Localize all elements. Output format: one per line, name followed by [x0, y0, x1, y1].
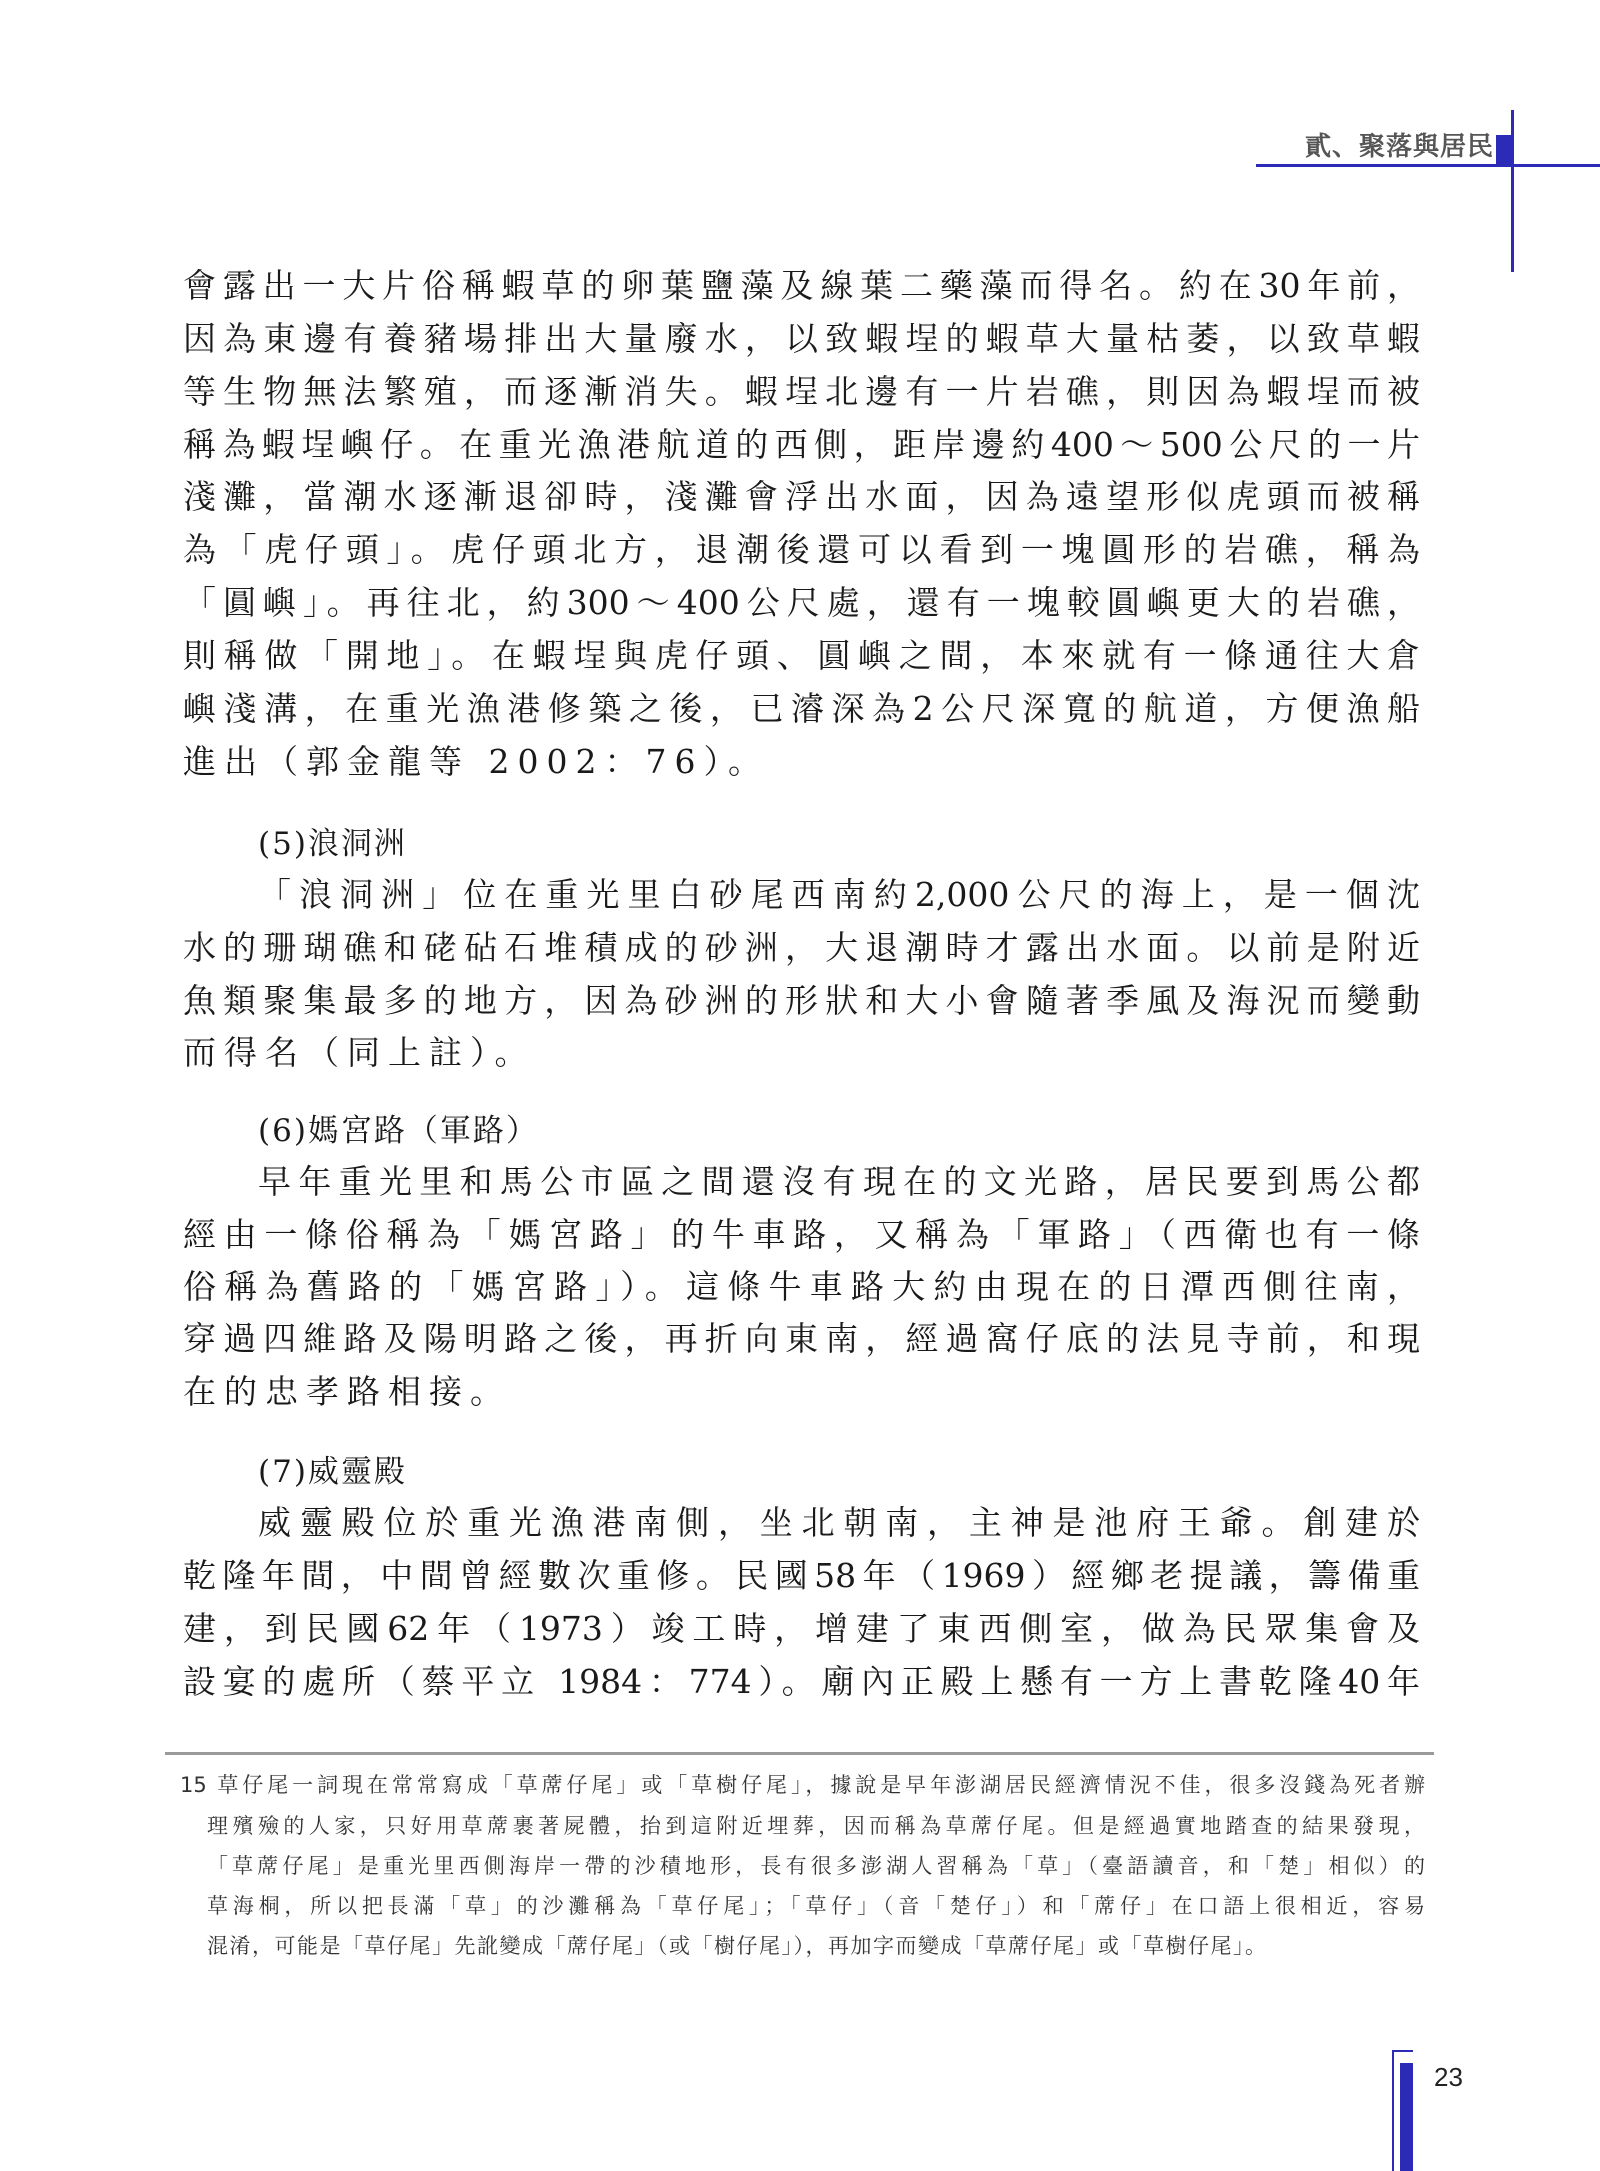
header-marker-block — [1496, 135, 1513, 165]
section-heading: (6)媽宮路（軍路） — [258, 1113, 539, 1149]
page-number: 23 — [1434, 2062, 1463, 2092]
text-line: 而得名（同上註）。 — [183, 1033, 536, 1072]
section-heading: (7)威靈殿 — [258, 1454, 407, 1490]
text-line: 魚類聚集最多的地方，因為砂洲的形狀和大小會隨著季風及海況而變動 — [183, 981, 1420, 1020]
footnote-line: 理殯殮的人家，只好用草蓆裹著屍體，抬到這附近埋葬，因而稱為草蓆仔尾。但是經過實地踏查的結果發現， — [207, 1814, 1425, 1838]
text-line: 會露出一大片俗稱蝦草的卵葉鹽藻及線葉二藥藻而得名。約在30年前， — [183, 266, 1420, 305]
text-line: 稱為蝦埕嶼仔。在重光漁港航道的西側，距岸邊約400～500公尺的一片 — [183, 425, 1420, 464]
footnote-line: 混淆，可能是「草仔尾」先訛變成「蓆仔尾」（或「樹仔尾」），再加字而變成「草蓆仔尾」或「草樹仔尾」。 — [207, 1934, 1268, 1958]
text-line: 水的珊瑚礁和硓砧石堆積成的砂洲，大退潮時才露出水面。以前是附近 — [183, 928, 1420, 967]
text-line: 淺灘，當潮水逐漸退卻時，淺灘會浮出水面，因為遠望形似虎頭而被稱 — [183, 477, 1420, 516]
text-line: 因為東邊有養豬場排出大量廢水，以致蝦埕的蝦草大量枯萎，以致草蝦 — [183, 319, 1420, 358]
section-heading: (5)浪洞洲 — [258, 826, 407, 862]
chapter-title: 貳、聚落與居民 — [1304, 132, 1494, 162]
header-rule — [1256, 164, 1600, 167]
text-line: 設宴的處所（蔡平立 1984：774）。廟內正殿上懸有一方上書乾隆40年 — [183, 1662, 1420, 1701]
footnote-line: 草海桐，所以把長滿「草」的沙灘稱為「草仔尾」；「草仔」（音「楚仔」）和「蓆仔」在口語上很相近，容易 — [207, 1894, 1425, 1918]
text-line: 在的忠孝路相接。 — [183, 1372, 511, 1411]
text-line: 俗稱為舊路的「媽宮路」）。這條牛車路大約由現在的日潭西側往南， — [183, 1267, 1420, 1306]
footnote-divider — [165, 1752, 1434, 1755]
text-line: 威靈殿位於重光漁港南側，坐北朝南，主神是池府王爺。創建於 — [258, 1503, 1420, 1542]
text-line: 為「虎仔頭」。虎仔頭北方，退潮後還可以看到一塊圓形的岩礁，稱為 — [183, 530, 1420, 569]
page-number-frame-vertical — [1392, 2050, 1394, 2171]
page-number-frame-cap — [1392, 2050, 1413, 2052]
footnote-line: 15 草仔尾一詞現在常常寫成「草蓆仔尾」或「草樹仔尾」，據說是早年澎湖居民經濟情況不佳，很多沒錢為死者辦 — [180, 1773, 1425, 1797]
text-line: 穿過四維路及陽明路之後，再折向東南，經過窩仔底的法見寺前，和現 — [183, 1319, 1420, 1358]
text-line: 早年重光里和馬公市區之間還沒有現在的文光路，居民要到馬公都 — [258, 1162, 1420, 1201]
page-number-bar — [1400, 2063, 1413, 2171]
text-line: 建，到民國62年（1973）竣工時，增建了東西側室，做為民眾集會及 — [183, 1609, 1420, 1648]
footnote-line: 「草蓆仔尾」是重光里西側海岸一帶的沙積地形，長有很多澎湖人習稱為「草」（臺語讀音，和「楚」相似）的 — [207, 1854, 1425, 1878]
text-line: 進出（郭金龍等 2002：76）。 — [183, 742, 769, 781]
text-line: 嶼淺溝，在重光漁港修築之後，已濬深為2公尺深寬的航道，方便漁船 — [183, 689, 1420, 728]
text-line: 則稱做「開地」。在蝦埕與虎仔頭、圓嶼之間，本來就有一條通往大倉 — [183, 636, 1420, 675]
text-line: 「圓嶼」。再往北，約300～400公尺處，還有一塊較圓嶼更大的岩礁， — [183, 583, 1420, 622]
text-line: 乾隆年間，中間曾經數次重修。民國58年（1969）經鄉老提議，籌備重 — [183, 1556, 1420, 1595]
text-line: 經由一條俗稱為「媽宮路」的牛車路，又稱為「軍路」（西衛也有一條 — [183, 1215, 1420, 1254]
text-line: 「浪洞洲」位在重光里白砂尾西南約2,000公尺的海上，是一個沈 — [258, 875, 1420, 914]
text-line: 等生物無法繁殖，而逐漸消失。蝦埕北邊有一片岩礁，則因為蝦埕而被 — [183, 372, 1420, 411]
